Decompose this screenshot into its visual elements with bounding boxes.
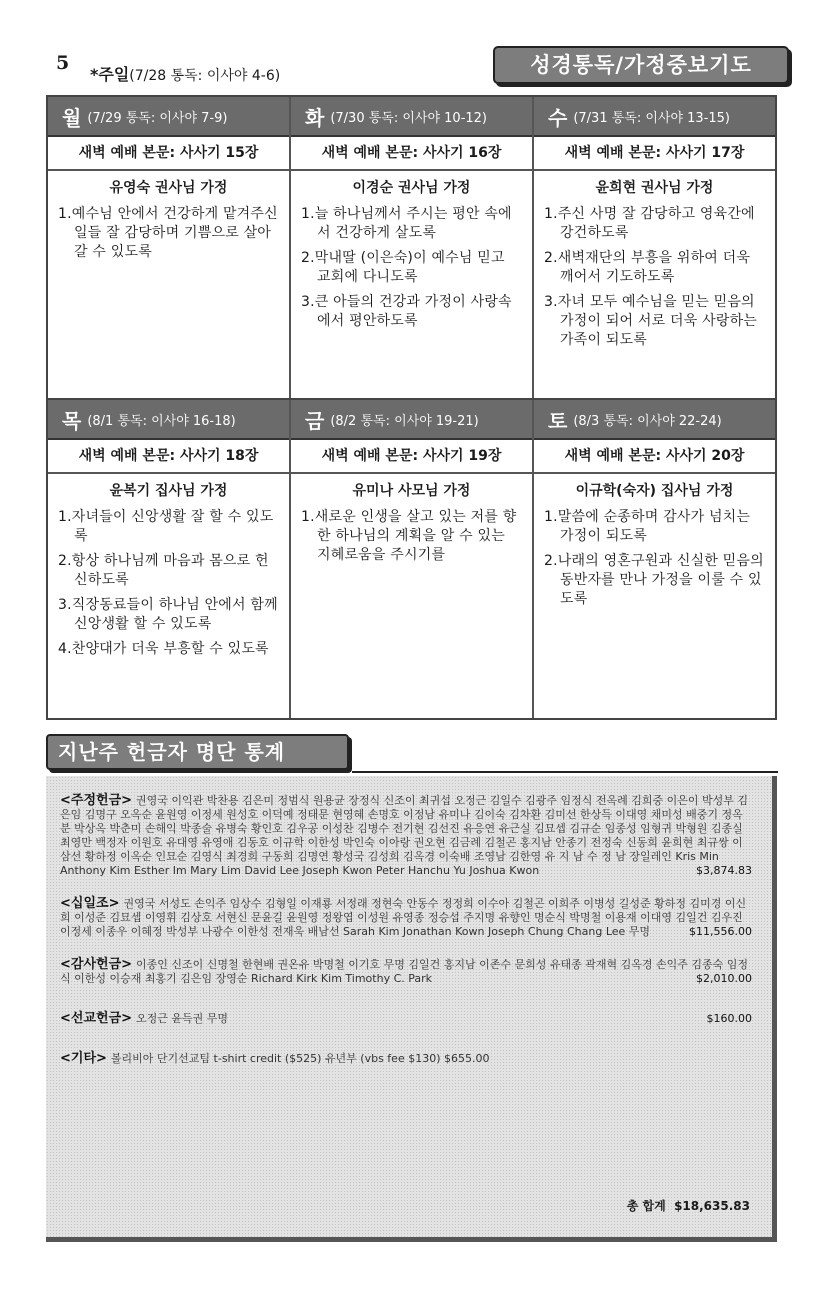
day-name: 화 bbox=[305, 105, 325, 130]
day-reading: (8/2 통독: 이사야 19-21) bbox=[330, 413, 479, 429]
sermon-text: 새벽 예배 본문: 사사기 15장 bbox=[48, 137, 289, 171]
prayer-item: 1.늘 하나님께서 주시는 평안 속에서 건강하게 살도록 bbox=[301, 206, 512, 241]
family-name: 이규학(숙자) 집사님 가정 bbox=[575, 483, 734, 499]
offering-names: 오정근 윤득권 무명 bbox=[136, 1012, 229, 1025]
prayer-body bbox=[48, 171, 289, 398]
offering-label: <주정헌금> bbox=[60, 793, 133, 808]
offering-names: 권영국 서성도 손익주 임상수 김형일 이재룡 서정래 정현숙 안동수 정정희 이수아 김철곤 이희주 이병성 길성준 황하정 김미경 이신희 이성준 김묘셉 이영휘 김상호 서현신 문윤길 윤원영 정왕엽 이성원 유영종 정승섭 주지명 유향인 명순식 박명철 이용재 이대영 김일건 김우진 이정세 이종우 이혜정 박성부 나광수 이한성 전재욱 배남선 Sarah Kim Jonathan Kown Joseph Chung Chang Lee 무명 bbox=[60, 897, 747, 938]
prayer-item: 1.말씀에 순종하며 감사가 넘치는 가정이 되도록 bbox=[544, 509, 751, 544]
day-reading: (7/30 통독: 이사야 10-12) bbox=[330, 110, 488, 126]
offering-amount: $2,010.00 bbox=[696, 972, 752, 985]
prayer-list bbox=[58, 205, 279, 262]
day-header bbox=[534, 97, 775, 137]
prayer-body bbox=[291, 474, 532, 718]
offering-names: 볼리비아 단기선교팀 t-shirt credit ($525) 유년부 (vbs fee $130) $655.00 bbox=[110, 1052, 490, 1065]
day-card-tuesday bbox=[291, 97, 534, 398]
day-reading: (8/1 통독: 이사야 16-18) bbox=[87, 413, 236, 429]
section-title: 성경통독/가정중보기도 bbox=[493, 46, 789, 84]
prayer-item: 1.새로운 인생을 살고 있는 저를 향한 하나님의 계획을 알 수 있는 지혜로움을 주시기를 bbox=[301, 509, 517, 563]
day-header bbox=[48, 400, 289, 440]
day-header bbox=[534, 400, 775, 440]
offering-section-tithe bbox=[60, 897, 752, 939]
prayer-list bbox=[58, 508, 279, 659]
day-name: 수 bbox=[548, 105, 568, 130]
sermon-text: 새벽 예배 본문: 사사기 17장 bbox=[534, 137, 775, 171]
day-name: 목 bbox=[62, 408, 82, 433]
prayer-item: 1.예수님 안에서 건강하게 맡겨주신 일들 잘 감당하며 기쁨으로 살아갈 수 있도록 bbox=[58, 206, 278, 260]
prayer-item: 3.직장동료들이 하나님 안에서 함께 신앙생활 할 수 있도록 bbox=[58, 597, 278, 632]
day-card-friday bbox=[291, 400, 534, 718]
day-name: 월 bbox=[62, 105, 82, 130]
page-number: 5 bbox=[56, 52, 70, 74]
prayer-body bbox=[291, 171, 532, 398]
offering-section-mission bbox=[60, 1012, 752, 1026]
title-underline bbox=[352, 771, 778, 773]
prayer-item: 3.자녀 모두 예수님을 믿는 믿음의 가정이 되어 서로 더욱 사랑하는 가족이 되도록 bbox=[544, 294, 758, 348]
offering-amount: $160.00 bbox=[706, 1012, 752, 1025]
offering-names: 권영국 이익관 박찬용 김은미 정범식 원용균 장정식 신조이 최귀섭 오정근 김일수 김광주 임정식 전옥례 김희중 이은이 박성부 김은임 김명구 오옥순 윤원영 이정세 원성호 이덕예 정태문 현영혜 손명호 이정남 유미나 김이숙 김차환 김미선 한상득 이대영 채미성 배중기 정옥분 박상옥 박춘미 손해익 박종술 유병숙 황인호 김우공 이성찬 김병수 전기현 김선진 유응연 유근실 김묘셉 김규순 임종성 임형귀 박형원 김종실 최영만 백정자 이원호 유대영 유영애 김동호 이규학 이한성 박인숙 이아랑 권오현 김금례 김철곤 홍지남 안종기 전정숙 신동희 윤희현 최규쌍 이삼선 황하정 이옥순 인묘순 김영식 최경희 구동희 김명연 황성국 김성희 김옥경 이숙배 조영남 김한영 유 지 남 수 정 남 장일레인 Kris Min Anthony Kim Esther Im Mary Lim David Lee Joseph Kwon Peter Hanchu Yu Joshua Kwon bbox=[60, 794, 749, 877]
prayer-item: 2.항상 하나님께 마음과 몸으로 헌신하도록 bbox=[58, 553, 269, 588]
prayer-item: 2.새벽재단의 부흥을 위하여 더욱 깨어서 기도하도록 bbox=[544, 250, 751, 285]
day-reading: (7/31 통독: 이사야 13-15) bbox=[573, 110, 731, 126]
day-card-wednesday bbox=[534, 97, 775, 398]
day-name: 금 bbox=[305, 408, 325, 433]
sunday-reading bbox=[90, 62, 280, 85]
family-name: 유영숙 권사님 가정 bbox=[109, 180, 228, 196]
prayer-list bbox=[301, 508, 522, 565]
day-card-monday bbox=[48, 97, 291, 398]
prayer-item: 2.나래의 영혼구원과 신실한 믿음의 동반자를 만나 가정을 이룰 수 있도록 bbox=[544, 553, 764, 607]
prayer-list bbox=[544, 205, 765, 350]
sermon-text: 새벽 예배 본문: 사사기 19장 bbox=[291, 440, 532, 474]
offering-amount: $3,874.83 bbox=[696, 864, 752, 877]
sermon-text: 새벽 예배 본문: 사사기 20장 bbox=[534, 440, 775, 474]
offering-label: <기타> bbox=[60, 1051, 107, 1066]
offering-label: <선교헌금> bbox=[60, 1011, 133, 1026]
day-header bbox=[48, 97, 289, 137]
sermon-text: 새벽 예배 본문: 사사기 16장 bbox=[291, 137, 532, 171]
sunday-label: *주일 bbox=[90, 65, 130, 84]
total-amount: $18,635.83 bbox=[674, 1199, 750, 1213]
offering-label: <십일조> bbox=[60, 896, 120, 911]
offering-total bbox=[627, 1197, 750, 1214]
offering-amount: $11,556.00 bbox=[689, 925, 752, 938]
offering-label: <감사헌금> bbox=[60, 957, 133, 972]
day-reading: (8/3 통독: 이사야 22-24) bbox=[573, 413, 722, 429]
day-card-thursday bbox=[48, 400, 291, 718]
day-name: 토 bbox=[548, 408, 568, 433]
offering-section-sunday bbox=[60, 794, 752, 878]
day-reading: (7/29 통독: 이사야 7-9) bbox=[87, 110, 228, 126]
prayer-item: 4.찬양대가 더욱 부흥할 수 있도록 bbox=[58, 641, 269, 657]
prayer-item: 3.큰 아들의 건강과 가정이 사랑속에서 평안하도록 bbox=[301, 294, 512, 329]
sunday-reading-text: (7/28 통독: 이사야 4-6) bbox=[129, 68, 281, 84]
day-header bbox=[291, 400, 532, 440]
total-label: 총 합계 bbox=[626, 1199, 666, 1213]
prayer-item: 1.자녀들이 신앙생활 잘 할 수 있도록 bbox=[58, 509, 274, 544]
offering-stats-panel bbox=[46, 776, 777, 1242]
prayer-item: 2.막내딸 (이은숙)이 예수님 믿고 교회에 다니도록 bbox=[301, 250, 505, 285]
prayer-body bbox=[48, 474, 289, 718]
day-card-saturday bbox=[534, 400, 775, 718]
day-header bbox=[291, 97, 532, 137]
prayer-body bbox=[534, 474, 775, 718]
prayer-item: 1.주신 사명 잘 감당하고 영육간에 강건하도록 bbox=[544, 206, 755, 241]
prayer-list bbox=[301, 205, 522, 331]
weekday-row-1 bbox=[48, 97, 775, 398]
sermon-text: 새벽 예배 본문: 사사기 18장 bbox=[48, 440, 289, 474]
offering-section-other bbox=[60, 1052, 752, 1066]
prayer-list bbox=[544, 508, 765, 609]
family-name: 윤희현 권사님 가정 bbox=[595, 180, 714, 196]
offering-section-thanks bbox=[60, 958, 752, 986]
family-name: 윤복기 집사님 가정 bbox=[109, 483, 228, 499]
prayer-body bbox=[534, 171, 775, 398]
family-name: 이경순 권사님 가정 bbox=[352, 180, 471, 196]
offering-stats-title: 지난주 헌금자 명단 통계 bbox=[46, 734, 349, 770]
prayer-grid bbox=[46, 95, 777, 720]
weekday-row-2 bbox=[48, 398, 775, 718]
offering-names: 이종인 신조이 신명철 한현배 권온유 박명철 이기호 무명 김일건 홍지남 이존수 문희성 유태종 곽재혁 김옥경 손익주 김종숙 임정식 이한성 이승재 최홍기 김은임 장영순 Richard Kirk Kim Timothy C. Park bbox=[60, 958, 749, 985]
family-name: 유미나 사모님 가정 bbox=[352, 483, 471, 499]
